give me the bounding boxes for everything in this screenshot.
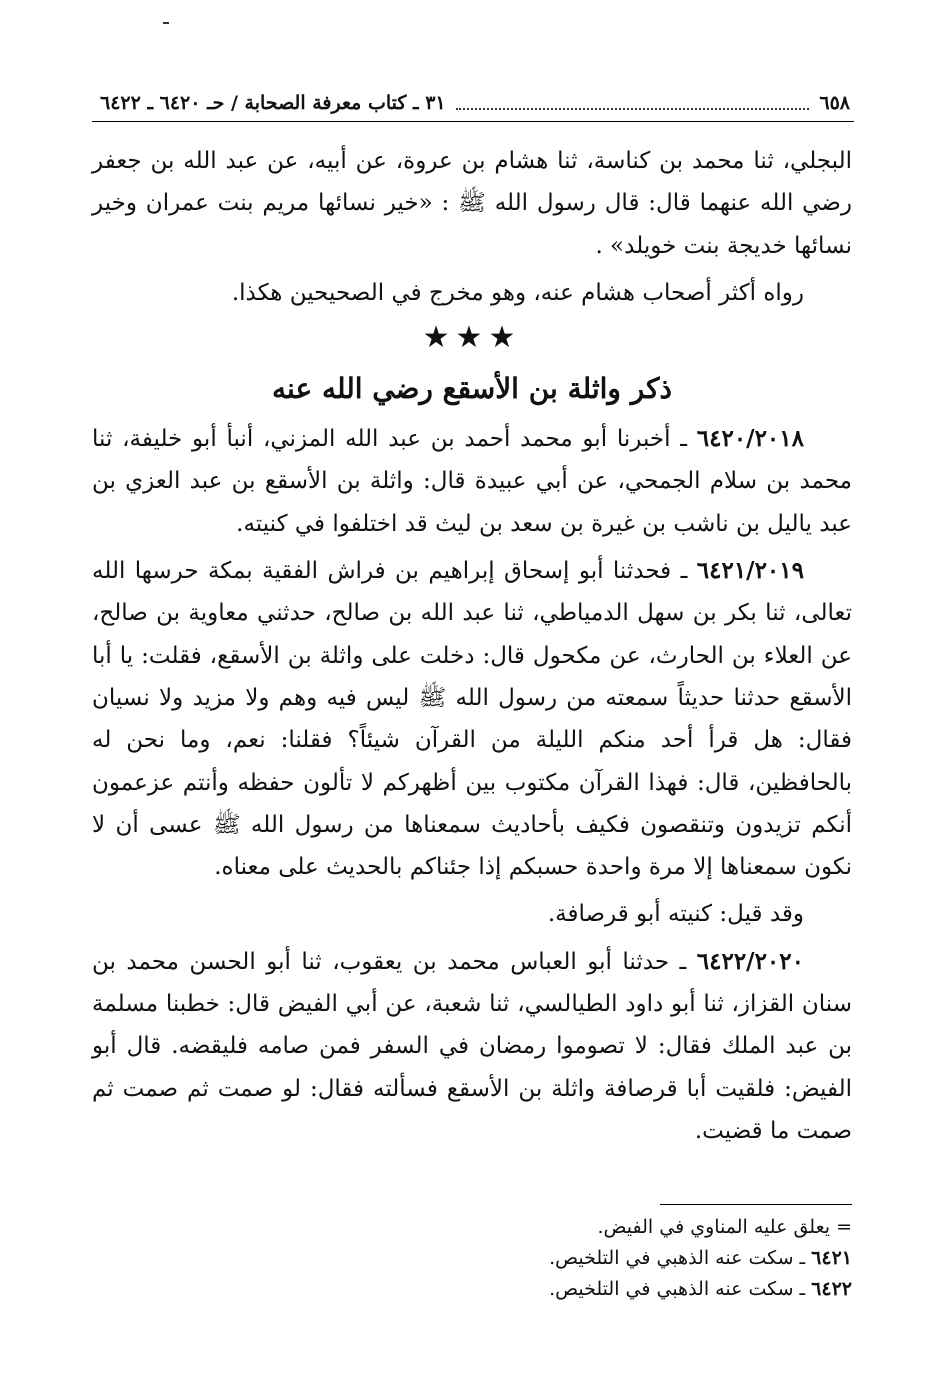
running-header: [100, 88, 850, 118]
hadith-number: ٦٤٢١/٢٠١٩: [696, 557, 804, 585]
footnote-number: ٦٤٢٢: [811, 1278, 852, 1300]
section-separator-stars: ★★★: [422, 320, 522, 356]
hadith-6421: [92, 550, 852, 888]
section-title: ذكر واثلة بن الأسقع رضي الله عنه: [272, 372, 672, 406]
footnote-rule: [660, 1204, 852, 1205]
running-title: ٣١ ـ كتاب معرفة الصحابة / حـ ٦٤٢٠ ـ ٦٤٢٢: [100, 92, 446, 114]
hadith-6420: [92, 418, 852, 545]
footnotes: [92, 1212, 852, 1305]
paragraph-kunya-note: وقد قيل: كنيته أبو قرصافة.: [547, 901, 804, 928]
page-number: ٦٥٨: [819, 92, 850, 114]
hadith-6422: [92, 941, 852, 1152]
hadith-text: ـ حدثنا أبو العباس محمد بن يعقوب، ثنا أبو الحسن محمد بن سنان القزاز، ثنا أبو داود الطيالسي، ثنا شعبة، عن أبي الفيض قال: خطبنا مسلمة بن عبد الملك فقال: لا تصوموا رمضان في السفر فمن صامه فليقضه. قال أبو الفيض: فلقيت أبا قرصافة واثلة بن الأسقع فسألته فقال: لو صمت ثم صمت ثم صمت ما قضيت.: [92, 948, 852, 1144]
hadith-number: ٦٤٢٢/٢٠٢٠: [696, 947, 804, 975]
main-text: [92, 140, 852, 1152]
hadith-number: ٦٤٢٠/٢٠١٨: [696, 425, 804, 453]
footnote-text: ـ سكت عنه الذهبي في التلخيص.: [549, 1278, 812, 1300]
footnote-number: ٦٤٢١: [811, 1247, 852, 1269]
hadith-text: ـ أخبرنا أبو محمد أحمد بن عبد الله المزني، أنبأ أبو خليفة، ثنا محمد بن سلام الجمحي، عن أبي عبيدة قال: واثلة بن الأسقع بن عبد العزي بن عبد ياليل بن ناشب بن غيرة بن سعد بن ليث قد اختلفوا في كنيته.: [92, 426, 852, 537]
paragraph-note: رواه أكثر أصحاب هشام عنه، وهو مخرج في الصحيحين هكذا.: [231, 279, 804, 306]
hadith-text: ـ فحدثنا أبو إسحاق إبراهيم بن فراش الفقية بمكة حرسها الله تعالى، ثنا بكر بن سهل الدمياطي، ثنا عبد الله بن صالح، حدثني معاوية بن صالح، عن العلاء بن الحارث، عن مكحول قال: دخلت على واثلة بن الأسقع، فقلت: يا أبا الأسقع حدثنا حديثاً سمعته من رسول الله ﷺ ليس فيه وهم ولا مزيد ولا نسيان فقال: هل قرأ أحد منكم الليلة من القرآن شيئاً؟ فقلنا: نعم، وما نحن له بالحافظين، قال: فهذا القرآن مكتوب بين أظهركم لا تألون حفظه وأنتم عزعمون أنكم تزيدون وتنقصون فكيف بأحاديث سمعناها من رسول الله ﷺ عسى أن لا نكون سمعناها إلا مرة واحدة حسبكم إذا جئناكم بالحديث على معناه.: [92, 558, 852, 881]
stray-ink-mark: [163, 22, 169, 24]
footnote-6421: [92, 1243, 852, 1274]
footnote-6422: [92, 1274, 852, 1305]
paragraph-continuation: البجلي، ثنا محمد بن كناسة، ثنا هشام بن عروة، عن أبيه، عن عبد الله بن جعفر رضي الله عنهما قال: قال رسول الله ﷺ : «خير نسائها مريم بنت عمران وخير نسائها خديجة بنت خويلد» .: [92, 148, 852, 259]
footnote-continuation: = يعلق عليه المناوي في الفيض.: [597, 1216, 852, 1238]
footnote-text: ـ سكت عنه الذهبي في التلخيص.: [549, 1247, 812, 1269]
header-dot-leader: [456, 108, 810, 110]
header-rule: [92, 121, 854, 122]
